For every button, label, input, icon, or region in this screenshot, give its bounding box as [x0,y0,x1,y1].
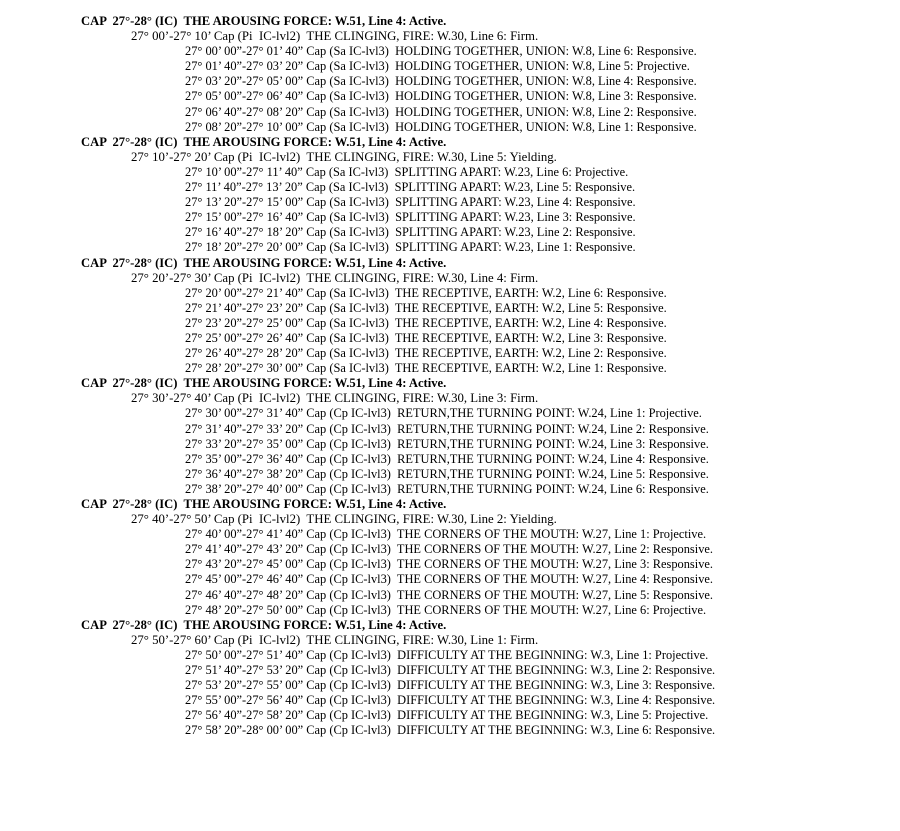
detail-line: 27° 18’ 20”-27° 20’ 00” Cap (Sa IC-lvl3) SPLITTING APART: W.23, Line 1: Responsive. [185,240,636,255]
section-block [0,14,900,135]
detail-line: 27° 01’ 40”-27° 03’ 20” Cap (Sa IC-lvl3) HOLDING TOGETHER, UNION: W.8, Line 5: Projective. [185,59,690,74]
detail-line: 27° 58’ 20”-28° 00’ 00” Cap (Cp IC-lvl3) DIFFICULTY AT THE BEGINNING: W.3, Line 6: Responsive. [185,723,716,738]
detail-line: 27° 28’ 20”-27° 30’ 00” Cap (Sa IC-lvl3) THE RECEPTIVE, EARTH: W.2, Line 1: Responsive. [185,361,667,376]
detail-line: 27° 11’ 40”-27° 13’ 20” Cap (Sa IC-lvl3) SPLITTING APART: W.23, Line 5: Responsive. [185,180,636,195]
detail-line: 27° 25’ 00”-27° 26’ 40” Cap (Sa IC-lvl3) THE RECEPTIVE, EARTH: W.2, Line 3: Responsive. [185,330,667,345]
section-block [0,618,900,739]
detail-line: 27° 06’ 40”-27° 08’ 20” Cap (Sa IC-lvl3) HOLDING TOGETHER, UNION: W.8, Line 2: Responsive. [185,104,697,119]
detail-line: 27° 08’ 20”-27° 10’ 00” Cap (Sa IC-lvl3) HOLDING TOGETHER, UNION: W.8, Line 1: Responsive. [185,119,697,134]
detail-line: 27° 46’ 40”-27° 48’ 20” Cap (Cp IC-lvl3) THE CORNERS OF THE MOUTH: W.27, Line 5: Responsive. [185,587,713,602]
detail-line: 27° 53’ 20”-27° 55’ 00” Cap (Cp IC-lvl3) DIFFICULTY AT THE BEGINNING: W.3, Line 3: Responsive. [185,678,716,693]
section-block [0,256,900,377]
section-block [0,376,900,497]
detail-line: 27° 45’ 00”-27° 46’ 40” Cap (Cp IC-lvl3) THE CORNERS OF THE MOUTH: W.27, Line 4: Responsive. [185,572,713,587]
section-header: CAP 27°-28° (IC) THE AROUSING FORCE: W.51, Line 4: Active. [81,376,447,391]
detail-line: 27° 40’ 00”-27° 41’ 40” Cap (Cp IC-lvl3) THE CORNERS OF THE MOUTH: W.27, Line 1: Projective. [185,527,707,542]
detail-line: 27° 50’ 00”-27° 51’ 40” Cap (Cp IC-lvl3) DIFFICULTY AT THE BEGINNING: W.3, Line 1: Projective. [185,647,709,662]
section-block [0,135,900,256]
detail-line: 27° 31’ 40”-27° 33’ 20” Cap (Cp IC-lvl3) RETURN,THE TURNING POINT: W.24, Line 2: Responsive. [185,421,709,436]
subsection-line: 27° 20’-27° 30’ Cap (Pi IC-lvl2) THE CLINGING, FIRE: W.30, Line 4: Firm. [131,270,539,285]
detail-line: 27° 43’ 20”-27° 45’ 00” Cap (Cp IC-lvl3) THE CORNERS OF THE MOUTH: W.27, Line 3: Responsive. [185,557,713,572]
detail-line: 27° 23’ 20”-27° 25’ 00” Cap (Sa IC-lvl3) THE RECEPTIVE, EARTH: W.2, Line 4: Responsive. [185,315,667,330]
detail-line: 27° 48’ 20”-27° 50’ 00” Cap (Cp IC-lvl3) THE CORNERS OF THE MOUTH: W.27, Line 6: Projective. [185,602,707,617]
document-body [0,14,900,739]
detail-line: 27° 36’ 40”-27° 38’ 20” Cap (Cp IC-lvl3) RETURN,THE TURNING POINT: W.24, Line 5: Responsive. [185,466,709,481]
detail-line: 27° 16’ 40”-27° 18’ 20” Cap (Sa IC-lvl3) SPLITTING APART: W.23, Line 2: Responsive. [185,225,636,240]
detail-line: 27° 51’ 40”-27° 53’ 20” Cap (Cp IC-lvl3) DIFFICULTY AT THE BEGINNING: W.3, Line 2: Responsive. [185,663,716,678]
detail-line: 27° 33’ 20”-27° 35’ 00” Cap (Cp IC-lvl3) RETURN,THE TURNING POINT: W.24, Line 3: Responsive. [185,436,709,451]
subsection-line: 27° 00’-27° 10’ Cap (Pi IC-lvl2) THE CLINGING, FIRE: W.30, Line 6: Firm. [131,29,539,44]
section-header: CAP 27°-28° (IC) THE AROUSING FORCE: W.51, Line 4: Active. [81,134,447,149]
detail-line: 27° 30’ 00”-27° 31’ 40” Cap (Cp IC-lvl3) RETURN,THE TURNING POINT: W.24, Line 1: Projective. [185,406,702,421]
detail-line: 27° 55’ 00”-27° 56’ 40” Cap (Cp IC-lvl3) DIFFICULTY AT THE BEGINNING: W.3, Line 4: Responsive. [185,693,716,708]
detail-line: 27° 05’ 00”-27° 06’ 40” Cap (Sa IC-lvl3) HOLDING TOGETHER, UNION: W.8, Line 3: Responsive. [185,89,697,104]
detail-line: 27° 35’ 00”-27° 36’ 40” Cap (Cp IC-lvl3) RETURN,THE TURNING POINT: W.24, Line 4: Responsive. [185,451,709,466]
subsection-line: 27° 30’-27° 40’ Cap (Pi IC-lvl2) THE CLINGING, FIRE: W.30, Line 3: Firm. [131,391,539,406]
subsection-line: 27° 40’-27° 50’ Cap (Pi IC-lvl2) THE CLINGING, FIRE: W.30, Line 2: Yielding. [131,512,557,527]
detail-line: 27° 03’ 20”-27° 05’ 00” Cap (Sa IC-lvl3) HOLDING TOGETHER, UNION: W.8, Line 4: Responsive. [185,74,697,89]
section-header: CAP 27°-28° (IC) THE AROUSING FORCE: W.51, Line 4: Active. [81,14,447,28]
section-header: CAP 27°-28° (IC) THE AROUSING FORCE: W.51, Line 4: Active. [81,497,447,511]
detail-line: 27° 20’ 00”-27° 21’ 40” Cap (Sa IC-lvl3) THE RECEPTIVE, EARTH: W.2, Line 6: Responsive. [185,285,667,300]
section-block [0,497,900,618]
detail-line: 27° 15’ 00”-27° 16’ 40” Cap (Sa IC-lvl3) SPLITTING APART: W.23, Line 3: Responsive. [185,210,636,225]
detail-line: 27° 56’ 40”-27° 58’ 20” Cap (Cp IC-lvl3) DIFFICULTY AT THE BEGINNING: W.3, Line 5: Projective. [185,708,709,723]
section-header: CAP 27°-28° (IC) THE AROUSING FORCE: W.51, Line 4: Active. [81,255,447,270]
section-header: CAP 27°-28° (IC) THE AROUSING FORCE: W.51, Line 4: Active. [81,617,447,632]
detail-line: 27° 21’ 40”-27° 23’ 20” Cap (Sa IC-lvl3) THE RECEPTIVE, EARTH: W.2, Line 5: Responsive. [185,300,667,315]
detail-line: 27° 10’ 00”-27° 11’ 40” Cap (Sa IC-lvl3) SPLITTING APART: W.23, Line 6: Projective. [185,164,629,179]
detail-line: 27° 41’ 40”-27° 43’ 20” Cap (Cp IC-lvl3) THE CORNERS OF THE MOUTH: W.27, Line 2: Responsive. [185,542,713,557]
detail-line: 27° 00’ 00”-27° 01’ 40” Cap (Sa IC-lvl3) HOLDING TOGETHER, UNION: W.8, Line 6: Responsive. [185,44,697,59]
detail-line: 27° 38’ 20”-27° 40’ 00” Cap (Cp IC-lvl3) RETURN,THE TURNING POINT: W.24, Line 6: Responsive. [185,481,709,496]
subsection-line: 27° 50’-27° 60’ Cap (Pi IC-lvl2) THE CLINGING, FIRE: W.30, Line 1: Firm. [131,632,539,647]
detail-line: 27° 13’ 20”-27° 15’ 00” Cap (Sa IC-lvl3) SPLITTING APART: W.23, Line 4: Responsive. [185,195,636,210]
subsection-line: 27° 10’-27° 20’ Cap (Pi IC-lvl2) THE CLINGING, FIRE: W.30, Line 5: Yielding. [131,149,557,164]
detail-line: 27° 26’ 40”-27° 28’ 20” Cap (Sa IC-lvl3) THE RECEPTIVE, EARTH: W.2, Line 2: Responsive. [185,346,667,361]
